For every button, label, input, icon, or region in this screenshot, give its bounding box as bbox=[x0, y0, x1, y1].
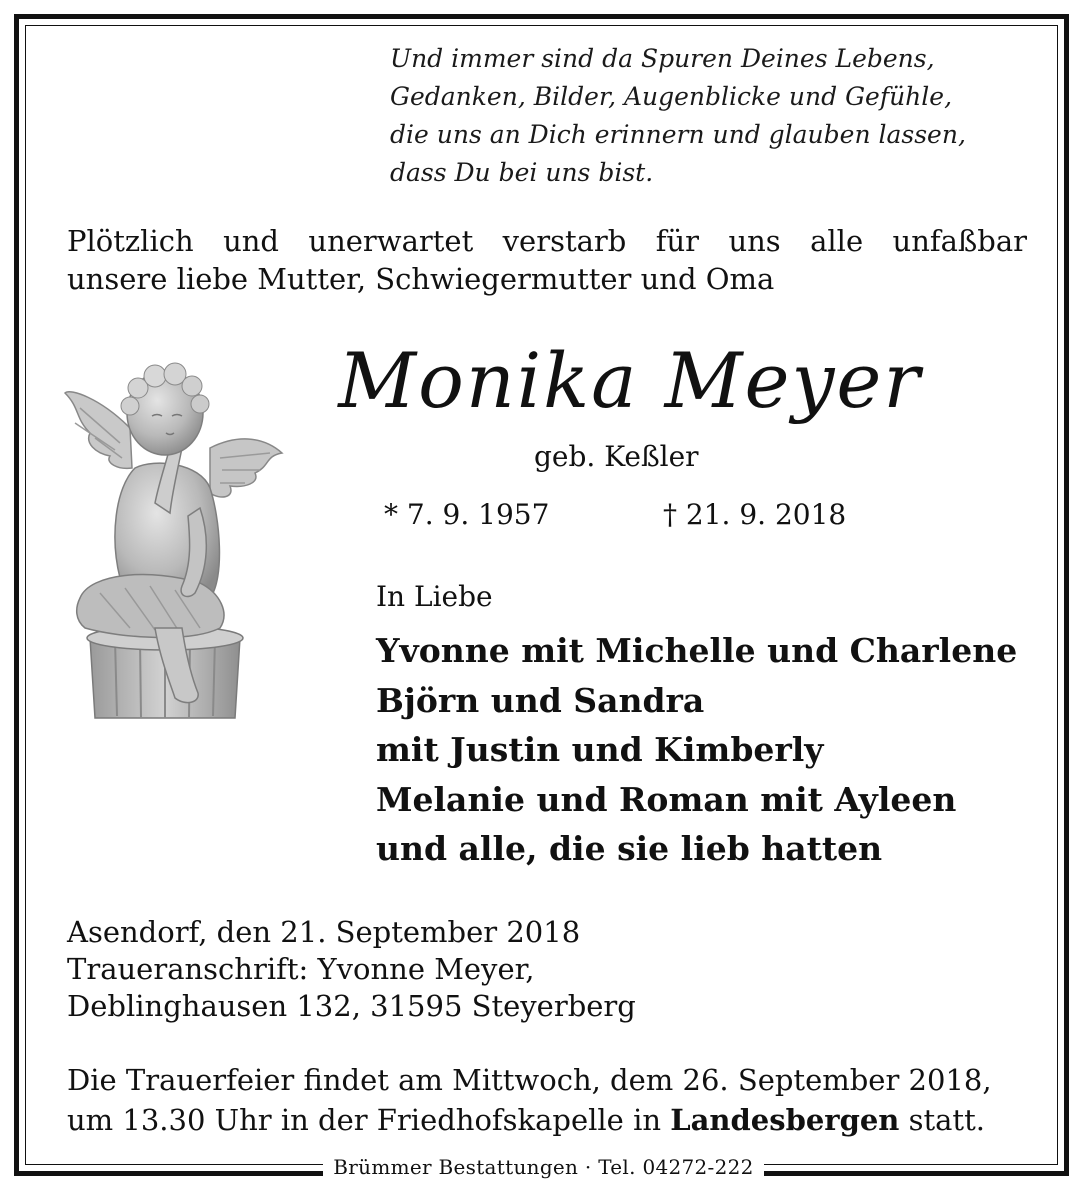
poem-line: Gedanken, Bilder, Augenblicke und Gefühle, bbox=[390, 82, 953, 111]
deceased-name: Monika Meyer bbox=[338, 336, 922, 425]
service-text: statt. bbox=[899, 1103, 985, 1137]
mourner-line: Yvonne mit Michelle und Charlene bbox=[376, 631, 1018, 670]
mourner-line: Melanie und Roman mit Ayleen bbox=[376, 779, 957, 819]
intro-line: Plötzlich und unerwartet verstarb für uns alle unfaßbar bbox=[67, 224, 1027, 258]
funeral-home-contact: Brümmer Bestattungen · Tel. 04272-222 bbox=[323, 1155, 763, 1179]
funeral-service-info bbox=[67, 1060, 992, 1140]
poem bbox=[390, 40, 1050, 192]
birth-date: * 7. 9. 1957 bbox=[384, 498, 550, 531]
mourning-address-label: Traueranschrift: Yvonne Meyer, bbox=[67, 952, 535, 986]
service-line: Die Trauerfeier findet am Mittwoch, dem 26. September 2018, bbox=[67, 1063, 992, 1097]
mourner-line: Björn und Sandra bbox=[376, 680, 705, 720]
mourning-address: Deblinghausen 132, 31595 Steyerberg bbox=[67, 989, 636, 1023]
maiden-name: geb. Keßler bbox=[534, 440, 699, 473]
service-text: um 13.30 Uhr in der Friedhofskapelle in bbox=[67, 1103, 671, 1137]
poem-line: dass Du bei uns bist. bbox=[390, 158, 654, 187]
mourner-line: und alle, die sie lieb hatten bbox=[376, 829, 883, 868]
mourners-list bbox=[376, 626, 1017, 874]
poem-line: Und immer sind da Spuren Deines Lebens, bbox=[390, 44, 935, 73]
place-and-address bbox=[67, 914, 636, 1025]
mourners-intro: In Liebe bbox=[376, 580, 493, 613]
death-date: † 21. 9. 2018 bbox=[663, 498, 847, 531]
announcement-intro bbox=[67, 222, 1027, 298]
funeral-home-footer bbox=[0, 1155, 1087, 1179]
mourner-line: mit Justin und Kimberly bbox=[376, 730, 824, 769]
service-place: Landesbergen bbox=[670, 1103, 900, 1137]
service-line bbox=[67, 1100, 992, 1140]
cherub-angel-statue-icon bbox=[60, 338, 285, 728]
poem-line: die uns an Dich erinnern und glauben lassen, bbox=[390, 120, 966, 149]
place-date: Asendorf, den 21. September 2018 bbox=[67, 915, 581, 949]
intro-line: unsere liebe Mutter, Schwiegermutter und Oma bbox=[67, 262, 775, 296]
